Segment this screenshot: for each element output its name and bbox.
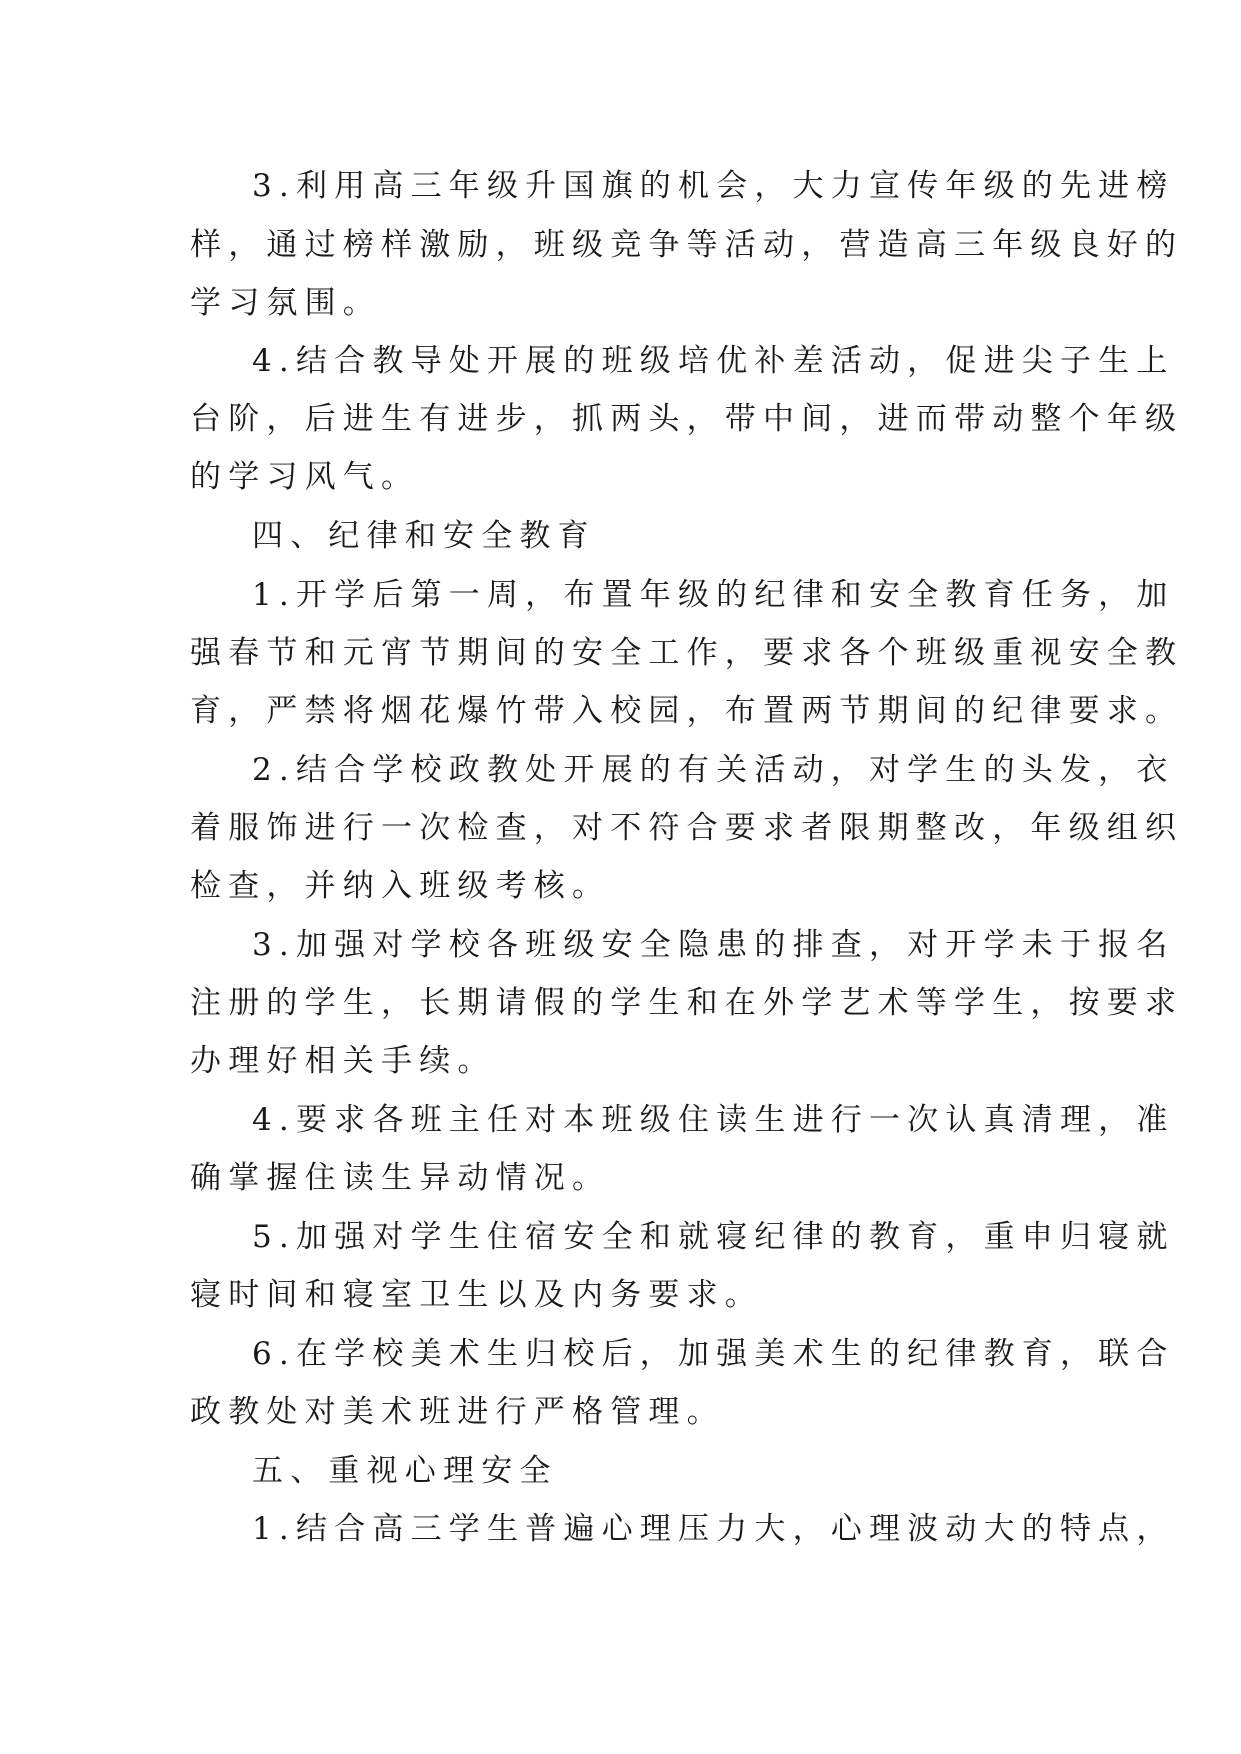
paragraph-line: 寝时间和寝室卫生以及内务要求。 — [190, 1277, 763, 1313]
paragraph-line: 确掌握住读生异动情况。 — [190, 1160, 611, 1196]
paragraph-line: 的学习风气。 — [190, 459, 420, 495]
paragraph-line: 1.结合高三学生普遍心理压力大，心理波动大的特点， — [252, 1511, 1175, 1547]
paragraph-line: 样，通过榜样激励，班级竞争等活动，营造高三年级良好的 — [190, 227, 1184, 263]
paragraph-line: 办理好相关手续。 — [190, 1043, 496, 1079]
paragraph-line: 3.加强对学校各班级安全隐患的排查，对开学未于报名 — [252, 927, 1175, 963]
paragraph-line: 注册的学生，长期请假的学生和在外学艺术等学生，按要求 — [190, 985, 1184, 1021]
paragraph-line: 台阶，后进生有进步，抓两头，带中间，进而带动整个年级 — [190, 401, 1184, 437]
paragraph-line: 4.结合教导处开展的班级培优补差活动，促进尖子生上 — [252, 343, 1175, 379]
paragraph-line: 6.在学校美术生归校后，加强美术生的纪律教育，联合 — [252, 1336, 1175, 1372]
paragraph-line: 强春节和元宵节期间的安全工作，要求各个班级重视安全教 — [190, 635, 1184, 671]
section-heading: 四、纪律和安全教育 — [252, 518, 596, 554]
paragraph-line: 5.加强对学生住宿安全和就寝纪律的教育，重申归寝就 — [252, 1219, 1175, 1255]
paragraph-line: 2.结合学校政教处开展的有关活动，对学生的头发，衣 — [252, 752, 1175, 788]
paragraph-line: 4.要求各班主任对本班级住读生进行一次认真清理，准 — [252, 1102, 1175, 1138]
paragraph-line: 检查，并纳入班级考核。 — [190, 868, 611, 904]
paragraph-line: 3.利用高三年级升国旗的机会，大力宣传年级的先进榜 — [252, 168, 1175, 204]
paragraph-line: 1.开学后第一周，布置年级的纪律和安全教育任务，加 — [252, 577, 1175, 613]
paragraph-line: 着服饰进行一次检查，对不符合要求者限期整改，年级组织 — [190, 810, 1184, 846]
paragraph-line: 学习氛围。 — [190, 285, 381, 321]
paragraph-line: 育，严禁将烟花爆竹带入校园，布置两节期间的纪律要求。 — [190, 693, 1184, 729]
paragraph-line: 政教处对美术班进行严格管理。 — [190, 1394, 725, 1430]
section-heading: 五、重视心理安全 — [252, 1453, 558, 1489]
